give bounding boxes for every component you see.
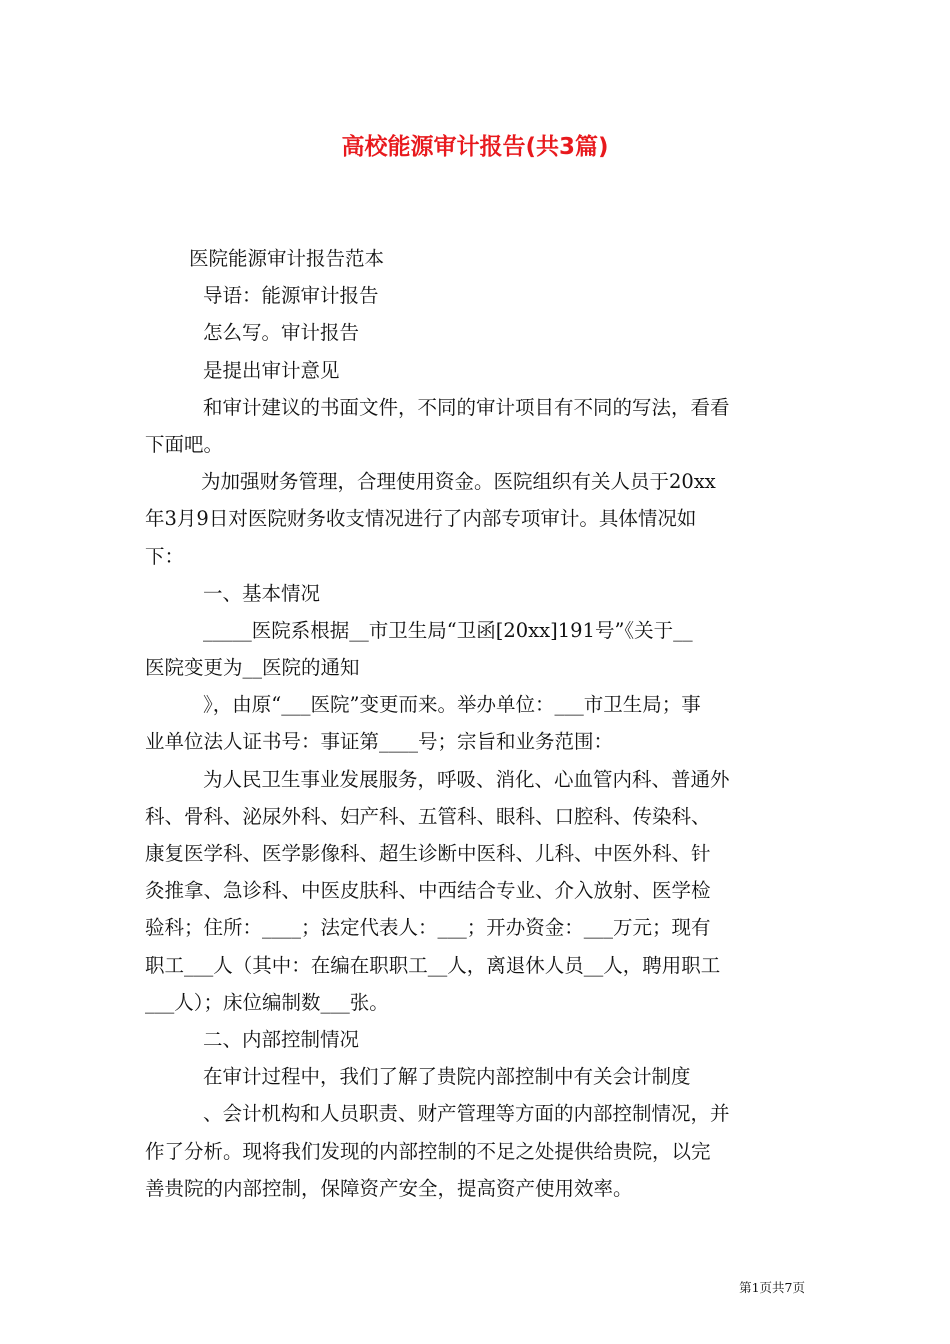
body-line: 下面吧。 [145, 432, 224, 456]
body-line: 验科；住所：____；法定代表人：___；开办资金：___万元；现有 [145, 916, 711, 940]
body-line: 是提出审计意见 [203, 358, 340, 382]
body-line: 为加强财务管理，合理使用资金。医院组织有关人员于20xx [201, 470, 716, 494]
body-line: 年3月9日对医院财务收支情况进行了内部专项审计。具体情况如 [145, 507, 697, 531]
body-line: ___人）；床位编制数___张。 [145, 990, 389, 1014]
body-line: 和审计建议的书面文件，不同的审计项目有不同的写法，看看 [203, 395, 730, 419]
body-line: 医院变更为__医院的通知 [145, 656, 360, 680]
body-line: 为人民卫生事业发展服务，呼吸、消化、心血管内科、普通外 [203, 767, 730, 791]
body-line: _____医院系根据__市卫生局“卫函[20xx]191号”《关于__ [203, 618, 693, 642]
page-number: 第1页共7页 [739, 1280, 805, 1295]
document-body [145, 240, 810, 1207]
body-line: 在审计过程中，我们了解了贵院内部控制中有关会计制度 [203, 1065, 691, 1089]
body-line: 作了分析。现将我们发现的内部控制的不足之处提供给贵院，以完 [145, 1139, 711, 1163]
body-line: 》，由原“___医院”变更而来。举办单位：___市卫生局；事 [203, 693, 701, 717]
section-heading: 二、内部控制情况 [203, 1027, 360, 1051]
section-heading: 一、基本情况 [203, 581, 321, 605]
body-line: 科、骨科、泌尿外科、妇产科、五管科、眼科、口腔科、传染科、 [145, 804, 711, 828]
body-line: 业单位法人证书号：事证第____号；宗旨和业务范围： [145, 730, 614, 754]
body-line: 灸推拿、急诊科、中医皮肤科、中西结合专业、介入放射、医学检 [145, 879, 711, 903]
body-line: 、会计机构和人员职责、财产管理等方面的内部控制情况，并 [203, 1102, 730, 1126]
body-line: 导语：能源审计报告 [203, 284, 379, 308]
body-line: 康复医学科、医学影像科、超生诊断中医科、儿科、中医外科、针 [145, 842, 711, 865]
body-line: 职工___人（其中：在编在职职工__人，离退休人员__人，聘用职工 [145, 953, 721, 977]
document-title: 高校能源审计报告(共3篇) [341, 134, 609, 160]
body-line: 医院能源审计报告范本 [189, 247, 385, 270]
body-line: 怎么写。审计报告 [203, 321, 360, 345]
body-line: 下： [145, 544, 185, 568]
body-line: 善贵院的内部控制，保障资产安全，提高资产使用效率。 [145, 1176, 633, 1200]
